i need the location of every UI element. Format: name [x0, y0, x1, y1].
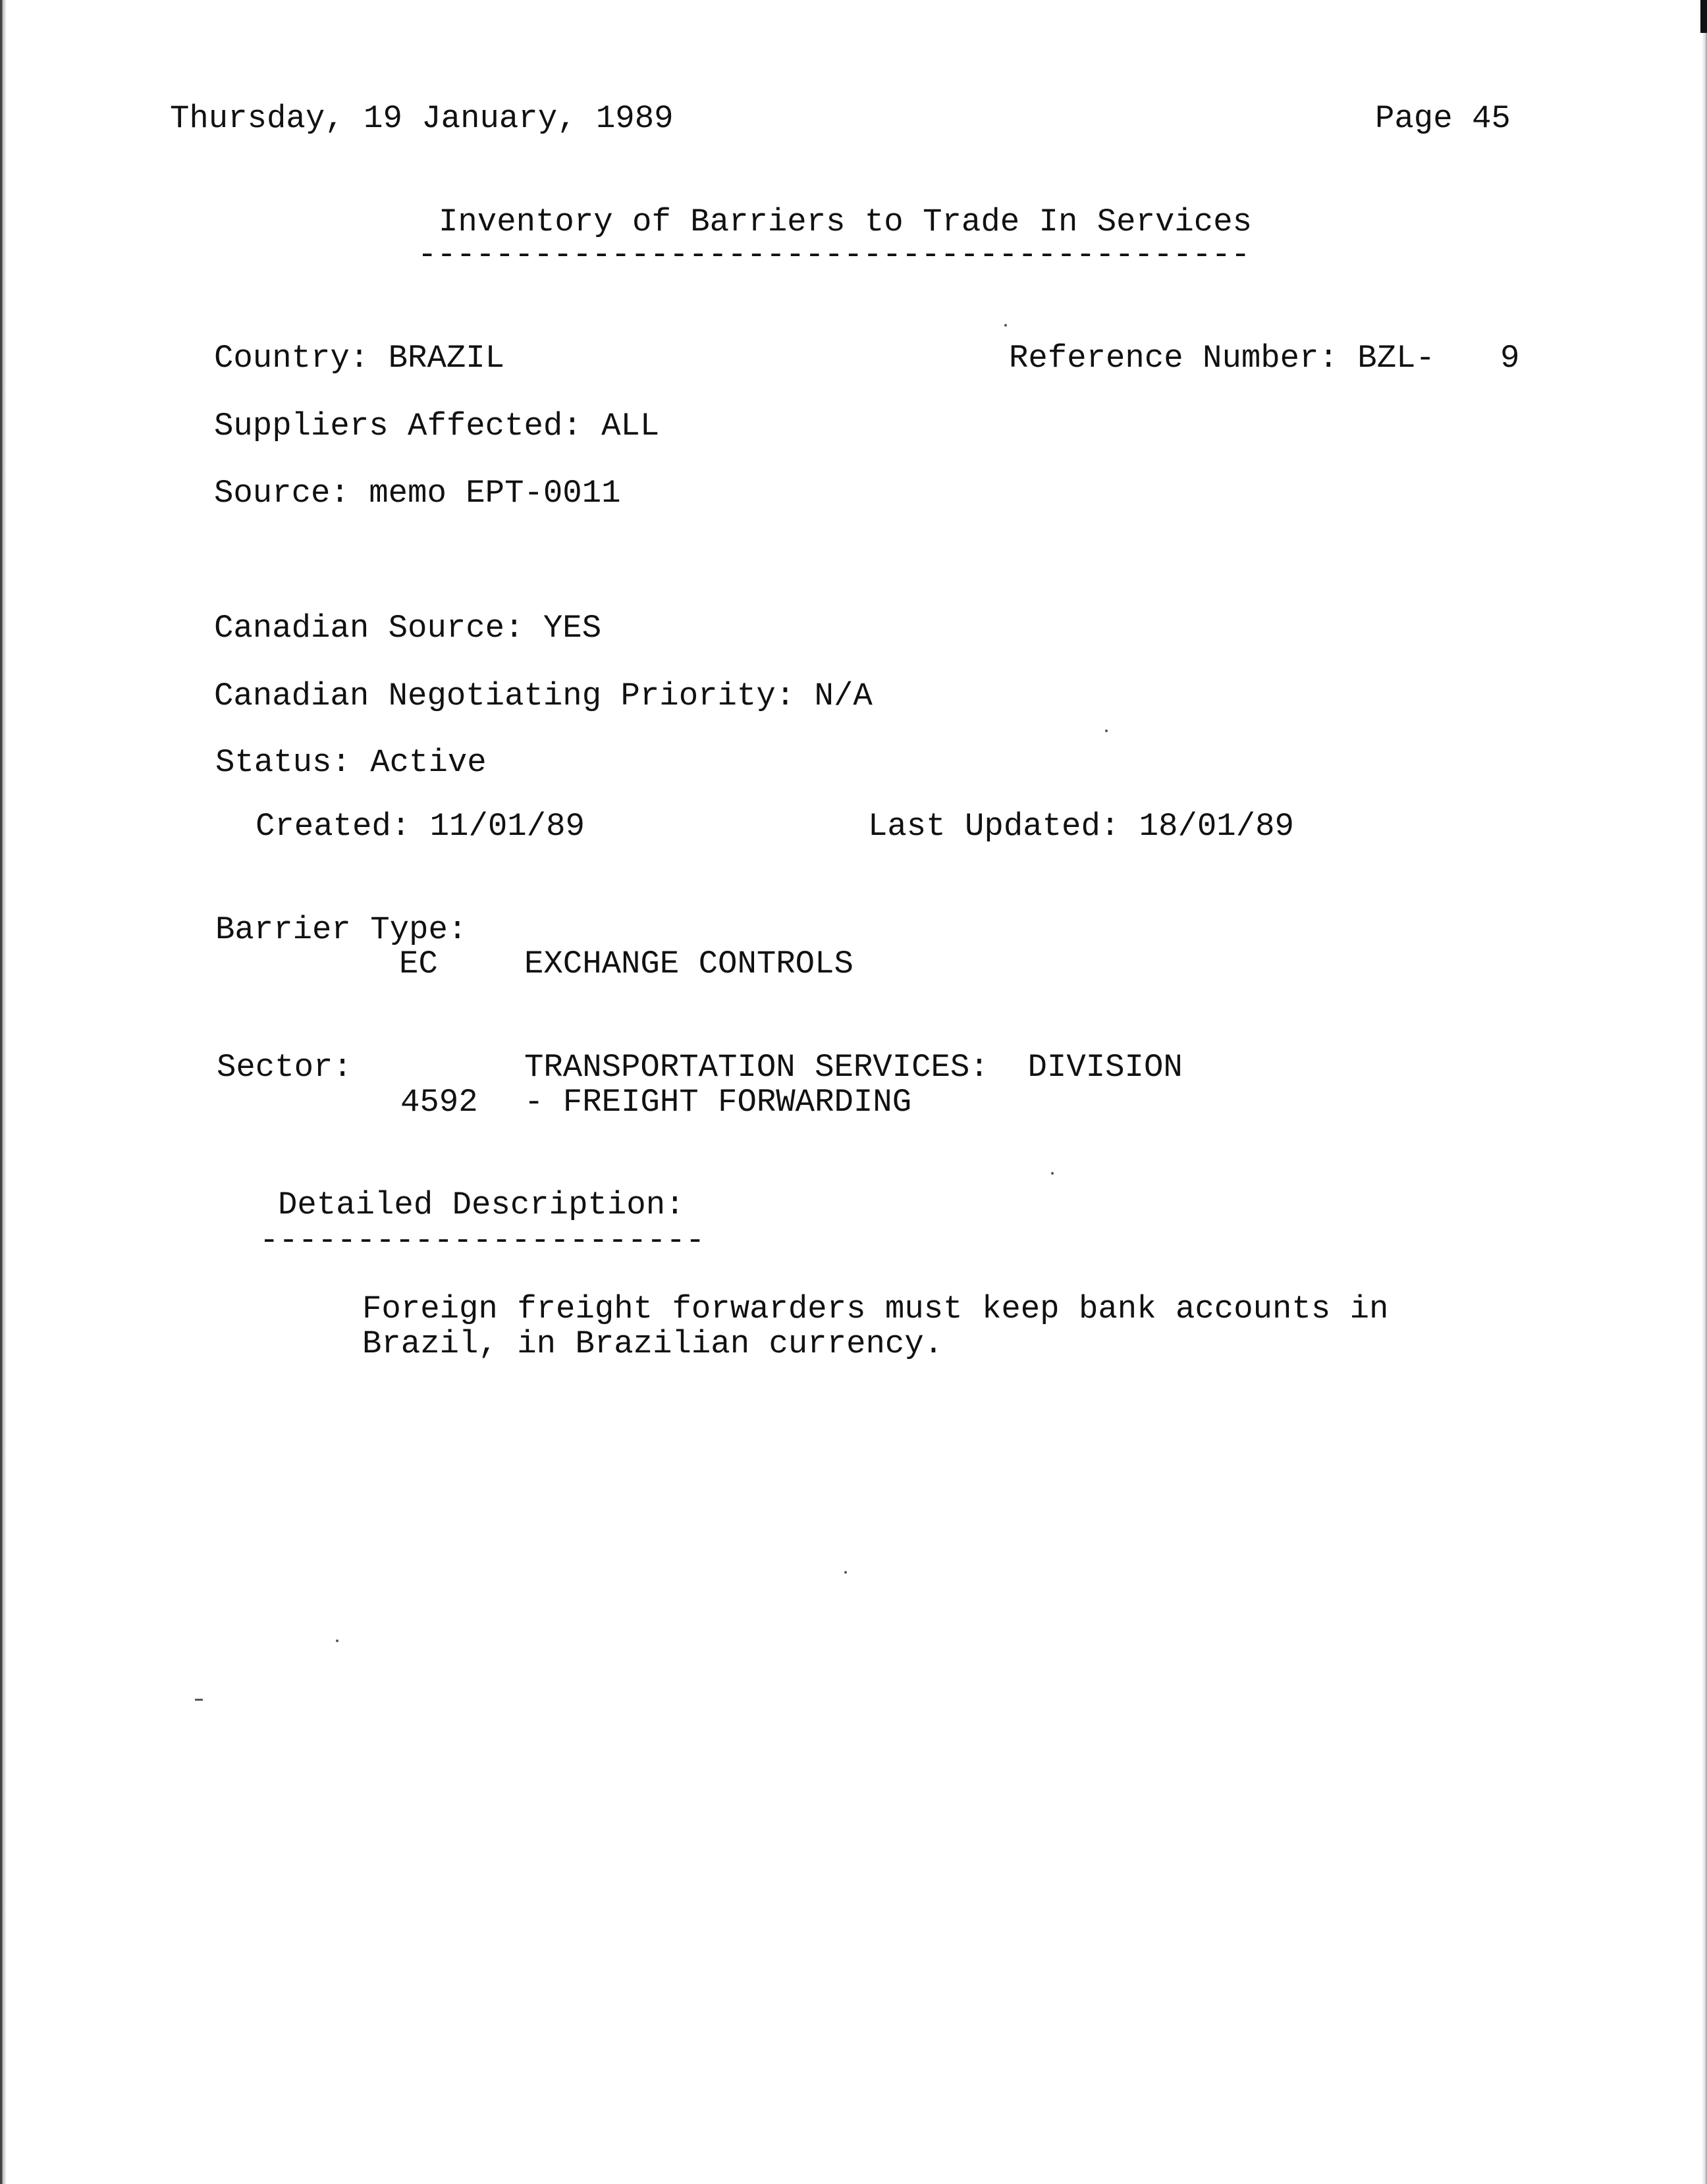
description-line-2: Brazil, in Brazilian currency.	[362, 1325, 944, 1362]
scan-speck	[336, 1639, 339, 1642]
suppliers-affected-field: Suppliers Affected: ALL	[214, 408, 660, 444]
scan-corner-mark	[1700, 0, 1707, 33]
canadian-source-field: Canadian Source: YES	[214, 610, 602, 647]
sector-division: TRANSPORTATION SERVICES: DIVISION	[524, 1049, 1183, 1086]
scan-speck	[844, 1571, 847, 1574]
scan-right-edge	[1702, 0, 1707, 2184]
scan-speck	[1105, 730, 1108, 732]
source-field: Source: memo EPT-0011	[214, 475, 621, 512]
reference-number-label: Reference Number: BZL-	[1009, 340, 1435, 377]
header-date: Thursday, 19 January, 1989	[170, 100, 674, 137]
status-field: Status: Active	[215, 744, 487, 781]
sector-subdivision: - FREIGHT FORWARDING	[524, 1084, 912, 1121]
country-field: Country: BRAZIL	[214, 340, 505, 377]
scan-speck	[195, 1699, 203, 1701]
title-underline: -------------------------------------------	[418, 236, 1251, 273]
negotiating-priority-field: Canadian Negotiating Priority: N/A	[214, 678, 873, 714]
sector-label: Sector:	[217, 1049, 352, 1086]
reference-number-value: 9	[1500, 340, 1520, 377]
created-date: Created: 11/01/89	[256, 808, 585, 845]
description-line-1: Foreign freight forwarders must keep bank accounts in	[362, 1291, 1389, 1327]
description-underline: -----------------------	[259, 1222, 705, 1259]
barrier-type-code: EC	[399, 946, 438, 982]
detailed-description-heading: Detailed Description:	[278, 1186, 685, 1223]
barrier-type-label: Barrier Type:	[215, 911, 468, 948]
sector-code: 4592	[400, 1084, 478, 1121]
page-number: Page 45	[1375, 100, 1511, 137]
scan-left-edge	[0, 0, 7, 2184]
last-updated-date: Last Updated: 18/01/89	[868, 808, 1294, 845]
barrier-type-name: EXCHANGE CONTROLS	[524, 946, 853, 982]
document-title: Inventory of Barriers to Trade In Services	[439, 203, 1253, 240]
scan-speck	[1051, 1172, 1054, 1175]
scan-speck	[1004, 324, 1007, 327]
